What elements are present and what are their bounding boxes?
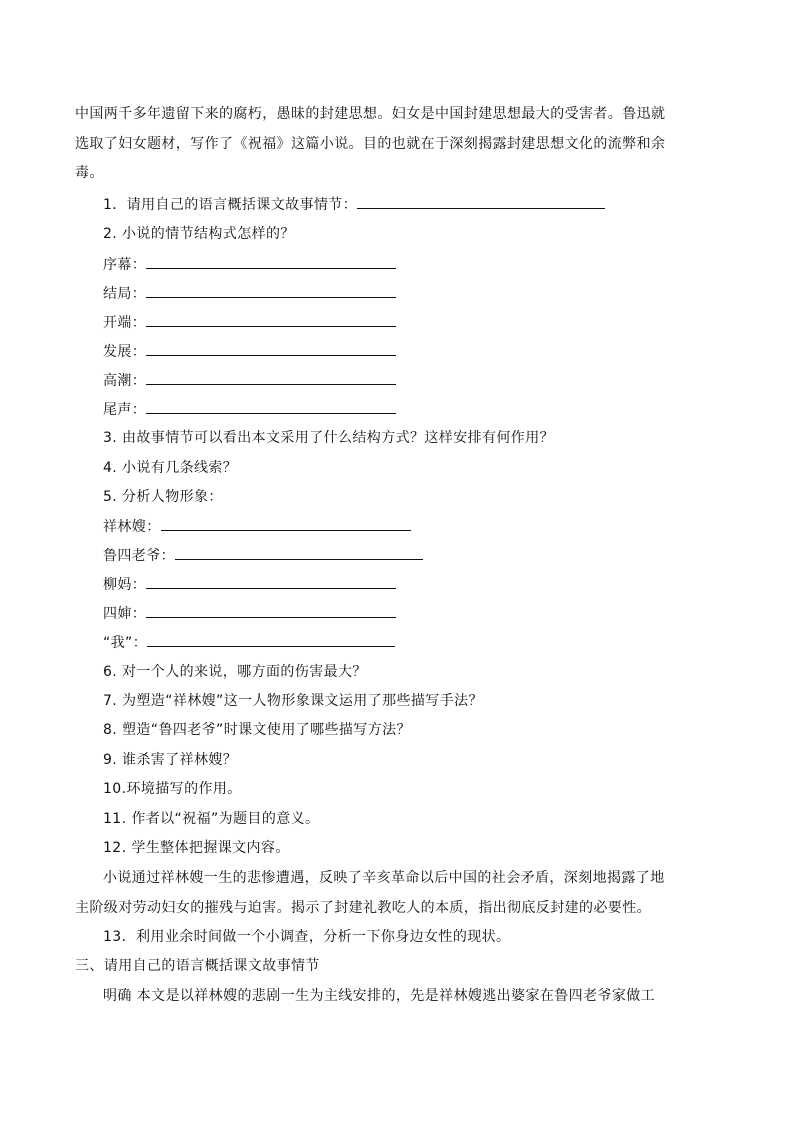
character-label: “我”： — [103, 635, 148, 651]
question-1-text: 1．请用自己的语言概括课文故事情节： — [103, 197, 358, 213]
plot-label: 高潮： — [103, 373, 147, 389]
question-7: 7. 为塑造“祥林嫂”这一人物形象课文运用了那些描写手法？ — [103, 693, 483, 709]
plot-item-climax — [103, 370, 396, 391]
question-8: 8. 塑造“鲁四老爷”时课文使用了哪些描写方法？ — [103, 722, 411, 738]
answer-blank[interactable] — [357, 194, 605, 209]
question-2: 2. 小说的情节结构式怎样的？ — [103, 226, 295, 242]
plot-item-ending — [103, 283, 396, 304]
question-13: 13．利用业余时间做一个小调查，分析一下你身边女性的现状。 — [103, 929, 511, 945]
character-label: 柳妈： — [103, 577, 147, 593]
character-narrator — [103, 632, 395, 653]
plot-label: 开端： — [103, 315, 147, 331]
answer-blank[interactable] — [147, 632, 395, 647]
answer-blank[interactable] — [146, 399, 396, 414]
answer-blank[interactable] — [146, 603, 396, 618]
question-10: 10.环境描写的作用。 — [103, 781, 242, 797]
character-label: 鲁四老爷： — [103, 548, 175, 564]
plot-item-development — [103, 341, 396, 362]
question-5: 5. 分析人物形象： — [103, 489, 223, 505]
question-11: 11. 作者以“祝福”为题目的意义。 — [103, 811, 320, 827]
question-4: 4. 小说有几条线索？ — [103, 460, 238, 476]
plot-label: 结局： — [103, 286, 147, 302]
question-9: 9. 谁杀害了祥林嫂？ — [103, 752, 238, 768]
summary-line-1: 小说通过祥林嫂一生的悲惨遭遇，反映了辛亥革命以后中国的社会矛盾，深刻地揭露了地 — [103, 870, 665, 886]
plot-item-beginning — [103, 312, 396, 333]
answer-blank[interactable] — [146, 574, 396, 589]
plot-label: 序幕： — [103, 257, 147, 273]
answer-blank[interactable] — [146, 341, 396, 356]
plot-label: 发展： — [103, 344, 147, 360]
answer-blank[interactable] — [146, 283, 396, 298]
plot-label: 尾声： — [103, 402, 147, 418]
summary-line-2: 主阶级对劳动妇女的摧残与迫害。揭示了封建礼教吃人的本质，指出彻底反封建的必要性。 — [75, 900, 651, 916]
answer-blank[interactable] — [146, 370, 396, 385]
character-lusilaoye — [103, 545, 423, 566]
intro-line-1: 中国两千多年遗留下来的腐朽，愚昧的封建思想。妇女是中国封建思想最大的受害者。鲁迅就 — [75, 106, 666, 122]
plot-item-prologue — [103, 254, 396, 275]
section-heading-3: 三、请用自己的语言概括课文故事情节 — [75, 958, 320, 974]
intro-line-3: 毒。 — [75, 165, 104, 181]
character-liuma — [103, 574, 396, 595]
character-sishen — [103, 603, 396, 624]
question-1 — [103, 194, 605, 215]
answer-explanation: 明确 本文是以祥林嫂的悲剧一生为主线安排的，先是祥林嫂逃出婆家在鲁四老爷家做工 — [103, 988, 656, 1004]
question-3: 3. 由故事情节可以看出本文采用了什么结构方式？这样安排有何作用？ — [103, 430, 555, 446]
character-label: 祥林嫂： — [103, 519, 161, 535]
question-12: 12. 学生整体把握课文内容。 — [103, 840, 290, 856]
answer-blank[interactable] — [146, 312, 396, 327]
character-xianglinsao — [103, 516, 411, 537]
answer-blank[interactable] — [175, 545, 423, 560]
plot-item-epilogue — [103, 399, 396, 420]
intro-line-2: 选取了妇女题材，写作了《祝福》这篇小说。目的也就在于深刻揭露封建思想文化的流弊和余 — [75, 136, 666, 152]
question-6: 6. 对一个人的来说，哪方面的伤害最大？ — [103, 664, 367, 680]
answer-blank[interactable] — [146, 254, 396, 269]
character-label: 四婶： — [103, 606, 147, 622]
answer-blank[interactable] — [161, 516, 411, 531]
